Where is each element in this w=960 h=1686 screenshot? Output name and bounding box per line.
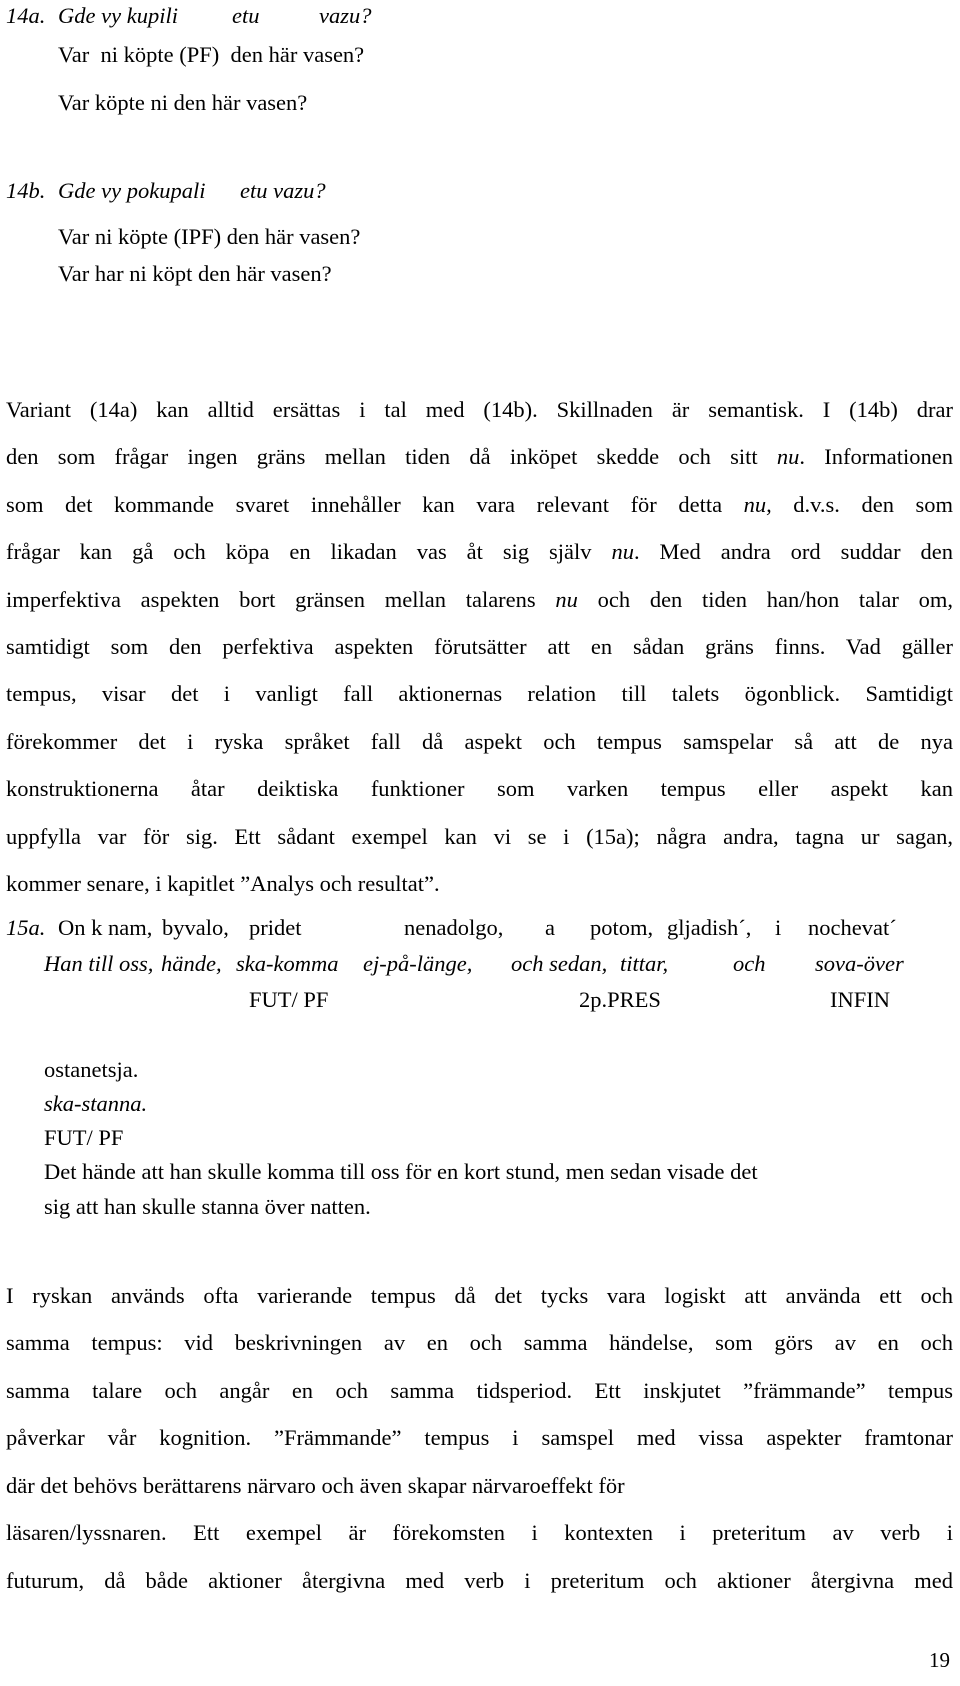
example-15a-russian-8: i (775, 915, 782, 940)
example-15a-gloss-6: tittar, (620, 951, 669, 976)
body-paragraph-1-line (6, 683, 953, 706)
body-paragraph-2-line: påverkar vår kognition. ”Främmande” tempus i samspel med vissa aspekter framtonar (6, 1425, 953, 1450)
example-14b-translation: Var har ni köpt den här vasen? (58, 261, 332, 286)
example-15a-russian-2: byvalo, (162, 915, 229, 940)
example-14b-gloss: Var ni köpte (IPF) den här vasen? (58, 224, 361, 249)
example-15a-translation-1: Det hände att han skulle komma till oss för en kort stund, men sedan visade det (44, 1159, 758, 1184)
example-15a-tag-2: 2p.PRES (579, 987, 661, 1012)
body-paragraph-1-line (6, 446, 953, 469)
emphasized-word: nu, (743, 491, 772, 517)
text-run: . Med andra ord suddar den (633, 539, 953, 565)
example-15a-gloss-3: ska-komma (236, 951, 339, 976)
text-run: förekommer det i ryska språket fall då aspekt och tempus samspelar så att de nya (6, 728, 953, 754)
text-run: d.v.s. den som (771, 491, 953, 517)
example-15a-russian-7: gljadish´, (667, 915, 752, 940)
body-paragraph-1-line (6, 636, 953, 659)
example-15a-russian-6: potom, (590, 915, 654, 940)
example-15a-gloss-continuation: ska-stanna. (44, 1091, 148, 1116)
text-run: konstruktionerna åtar deiktiska funktioner som varken tempus eller aspekt kan (6, 776, 953, 802)
example-14b-label: 14b. (6, 178, 46, 203)
example-15a-russian-4: nenadolgo, (404, 915, 504, 940)
body-paragraph-2-line: läsaren/lyssnaren. Ett exempel är förekomsten i kontexten i preteritum av verb i (6, 1520, 953, 1545)
body-paragraph-2-line: futurum, då både aktioner återgivna med verb i preteritum och aktioner återgivna med (6, 1568, 953, 1593)
body-paragraph-1-line (6, 541, 953, 564)
example-15a-gloss-1: Han till oss, (44, 951, 154, 976)
example-15a-russian-9: nochevat´ (808, 915, 897, 940)
text-run: uppfylla var för sig. Ett sådant exempel kan vi se i (15a); några andra, tagna ur sagan, (6, 823, 953, 849)
example-15a-russian-1: On k nam, (58, 915, 153, 940)
body-paragraph-2-line: samma talare och angår en och samma tidsperiod. Ett inskjutet ”främmande” tempus (6, 1378, 953, 1403)
body-paragraph-1-line (6, 586, 953, 612)
example-14b-russian-2: etu vazu? (240, 178, 326, 203)
text-run: frågar kan gå och köpa en likadan vas åt sig själv (6, 539, 612, 565)
emphasized-word: nu (555, 586, 578, 612)
body-paragraph-2-line: där det behövs berättarens närvaro och även skapar närvaroeffekt för (6, 1473, 625, 1498)
example-15a-russian-continuation: ostanetsja. (44, 1057, 139, 1082)
example-15a-gloss-2: hände, (161, 951, 222, 976)
body-paragraph-1-line (6, 778, 953, 801)
example-15a-label: 15a. (6, 915, 46, 940)
text-run: kommer senare, i kapitlet ”Analys och resultat”. (6, 871, 440, 896)
example-14a-russian-3: vazu? (319, 3, 372, 28)
text-run: imperfektiva aspekten bort gränsen mellan talarens (6, 586, 556, 612)
text-run: som det kommande svaret innehåller kan vara relevant för detta (6, 491, 744, 517)
example-14b-russian-1: Gde vy pokupali (58, 178, 206, 203)
text-run: samtidigt som den perfektiva aspekten förutsätter att en sådan gräns finns. Vad gäller (6, 634, 953, 659)
example-15a-gloss-4: ej-på-länge, (363, 951, 473, 976)
example-14a-translation: Var köpte ni den här vasen? (58, 90, 308, 115)
text-run: tempus, visar det i vanligt fall aktionernas relation till talets ögonblick. Samtidigt (6, 681, 953, 707)
page-number: 19 (929, 1648, 950, 1672)
body-paragraph-2-line: samma tempus: vid beskrivningen av en och samma händelse, som görs av en och (6, 1330, 953, 1355)
example-15a-translation-2: sig att han skulle stanna över natten. (44, 1194, 371, 1219)
example-15a-gloss-7: och (733, 951, 766, 976)
example-15a-tag-3: INFIN (830, 987, 890, 1012)
example-14a-gloss: Var ni köpte (PF) den här vasen? (58, 42, 365, 67)
text-run: och den tiden han/hon talar om, (577, 586, 953, 612)
example-15a-russian-3: pridet (249, 915, 302, 940)
example-15a-tag-1: FUT/ PF (249, 987, 329, 1012)
example-15a-gloss-8: sova-över (815, 951, 904, 976)
body-paragraph-1-line (6, 491, 953, 517)
text-run: Variant (14a) kan alltid ersättas i tal med (14b). Skillnaden är semantisk. I (14b) drar (6, 397, 953, 422)
emphasized-word: nu (776, 444, 800, 470)
example-15a-tag-continuation: FUT/ PF (44, 1125, 124, 1150)
example-14a-russian-2: etu (232, 3, 260, 28)
body-paragraph-2-line: I ryskan används ofta varierande tempus då det tycks vara logiskt att använda ett och (6, 1283, 953, 1308)
text-run: den som frågar ingen gräns mellan tiden då inköpet skedde och sitt (6, 444, 777, 470)
example-15a-gloss-5: och sedan, (511, 951, 608, 976)
body-paragraph-1-line (6, 823, 953, 849)
body-paragraph-1-line (6, 728, 953, 754)
emphasized-word: nu (611, 539, 634, 565)
body-paragraph-1-line (6, 873, 440, 896)
example-14a-label: 14a. (6, 3, 46, 28)
body-paragraph-1-line (6, 399, 953, 422)
example-15a-russian-5: a (545, 915, 555, 940)
example-14a-russian-1: Gde vy kupili (58, 3, 178, 28)
text-run: . Informationen (799, 444, 953, 470)
